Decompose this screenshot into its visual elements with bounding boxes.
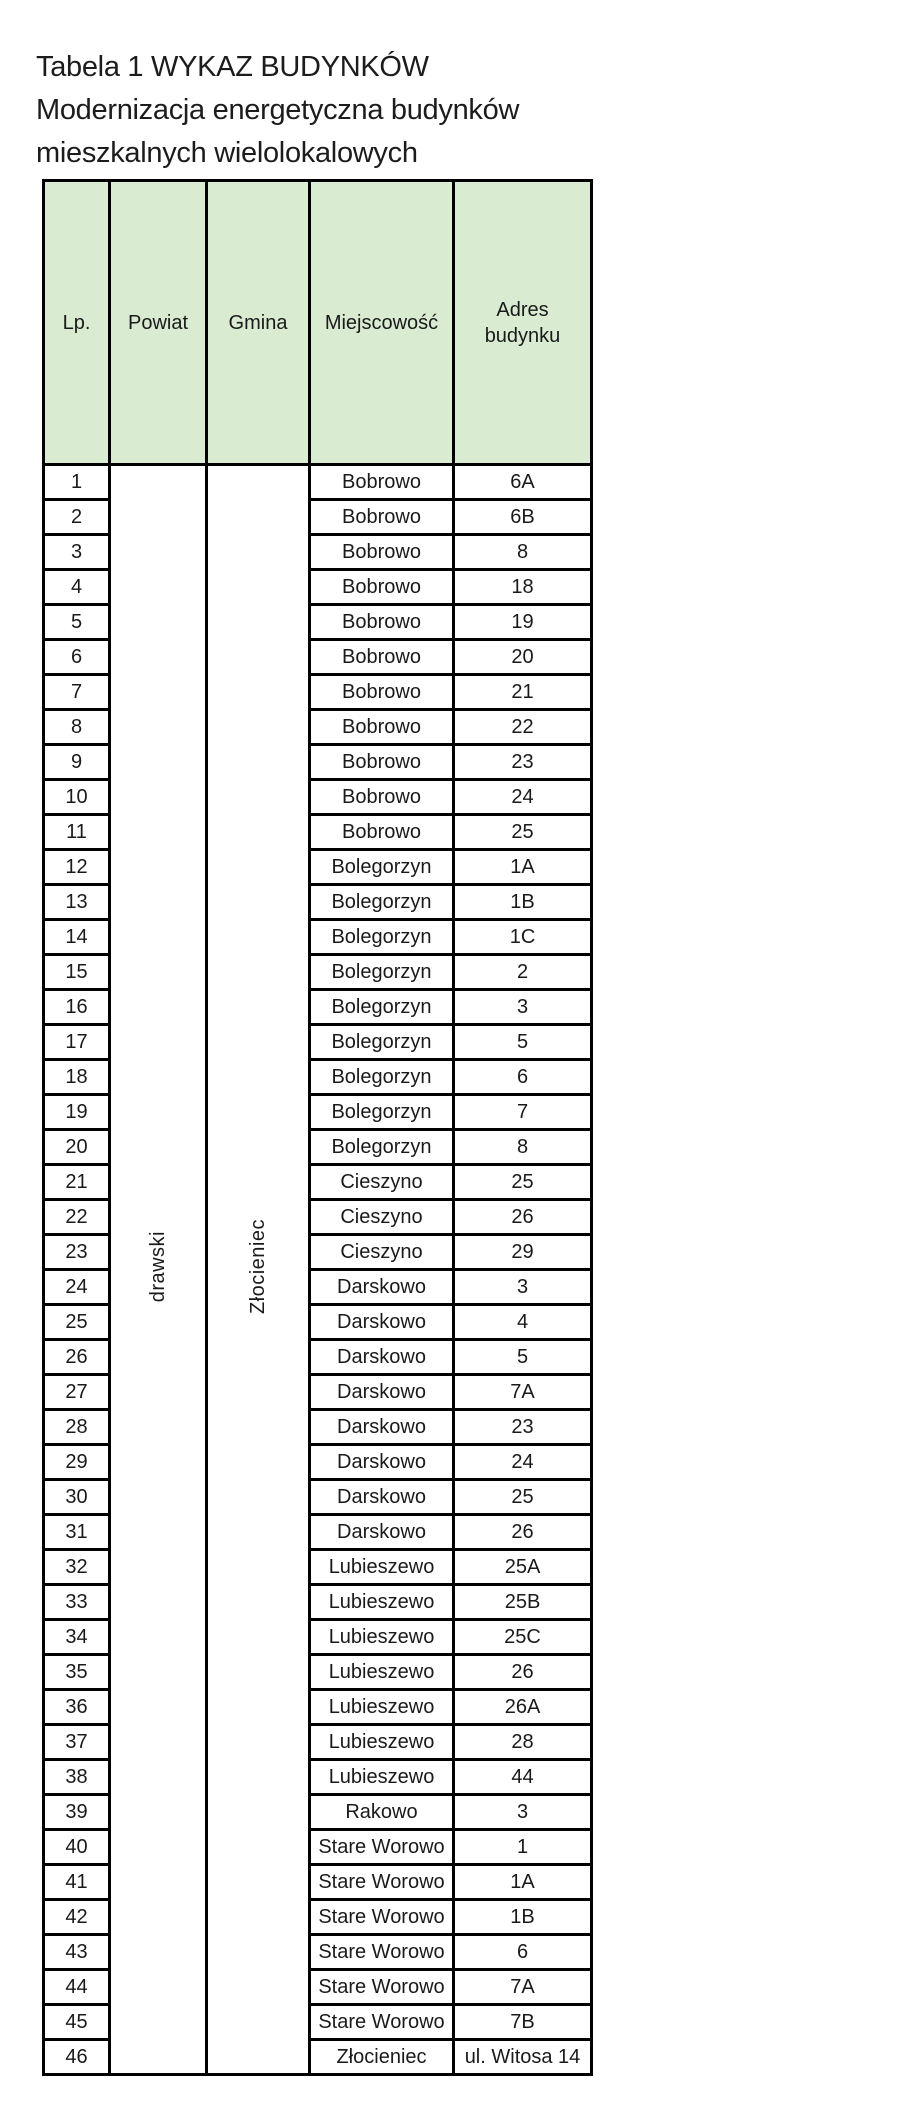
cell-lp: 36 <box>44 1690 110 1725</box>
cell-miejscowosc: Darskowo <box>310 1410 454 1445</box>
cell-miejscowosc: Darskowo <box>310 1515 454 1550</box>
cell-lp: 21 <box>44 1165 110 1200</box>
cell-miejscowosc: Bobrowo <box>310 500 454 535</box>
cell-lp: 8 <box>44 710 110 745</box>
cell-lp: 41 <box>44 1865 110 1900</box>
cell-adres: 25 <box>454 1165 592 1200</box>
cell-lp: 4 <box>44 570 110 605</box>
cell-lp: 16 <box>44 990 110 1025</box>
cell-miejscowosc: Bobrowo <box>310 675 454 710</box>
cell-adres: 1B <box>454 885 592 920</box>
cell-adres: 8 <box>454 535 592 570</box>
table-header-row <box>44 181 592 465</box>
cell-adres: 28 <box>454 1725 592 1760</box>
column-header-adres-budynku <box>454 181 592 465</box>
column-header-label: Adres budynku <box>484 298 561 347</box>
cell-adres: 26 <box>454 1515 592 1550</box>
table-caption-line1: Tabela 1 WYKAZ BUDYNKÓW <box>36 51 429 83</box>
column-header-gmina <box>207 181 310 465</box>
cell-miejscowosc: Darskowo <box>310 1305 454 1340</box>
column-header-label: Miejscowość <box>324 311 439 334</box>
cell-adres: 25B <box>454 1585 592 1620</box>
cell-lp: 34 <box>44 1620 110 1655</box>
cell-miejscowosc: Lubieszewo <box>310 1725 454 1760</box>
cell-lp: 32 <box>44 1550 110 1585</box>
cell-adres: ul. Witosa 14 <box>454 2040 592 2075</box>
cell-miejscowosc: Stare Worowo <box>310 1970 454 2005</box>
cell-adres: 1B <box>454 1900 592 1935</box>
cell-miejscowosc: Złocieniec <box>310 2040 454 2075</box>
cell-miejscowosc: Bobrowo <box>310 535 454 570</box>
cell-lp: 42 <box>44 1900 110 1935</box>
table-caption-line3: mieszkalnych wielolokalowych <box>36 137 418 169</box>
cell-adres: 24 <box>454 1445 592 1480</box>
column-header-lp <box>44 181 110 465</box>
cell-lp: 28 <box>44 1410 110 1445</box>
cell-miejscowosc: Cieszyno <box>310 1165 454 1200</box>
cell-miejscowosc: Bolegorzyn <box>310 1025 454 1060</box>
cell-miejscowosc: Bolegorzyn <box>310 850 454 885</box>
cell-lp: 14 <box>44 920 110 955</box>
cell-miejscowosc: Bobrowo <box>310 710 454 745</box>
cell-lp: 7 <box>44 675 110 710</box>
column-header-label: Powiat <box>127 311 189 334</box>
cell-adres: 18 <box>454 570 592 605</box>
cell-adres: 26A <box>454 1690 592 1725</box>
cell-miejscowosc: Bobrowo <box>310 605 454 640</box>
cell-adres: 22 <box>454 710 592 745</box>
cell-miejscowosc: Lubieszewo <box>310 1550 454 1585</box>
cell-adres: 3 <box>454 1270 592 1305</box>
powiat-rotated-label: drawski <box>146 1230 169 1303</box>
cell-miejscowosc: Stare Worowo <box>310 2005 454 2040</box>
cell-lp: 38 <box>44 1760 110 1795</box>
cell-lp: 39 <box>44 1795 110 1830</box>
cell-adres: 25 <box>454 815 592 850</box>
cell-adres: 3 <box>454 1795 592 1830</box>
gmina-rotated-label: Złocieniec <box>246 1218 269 1315</box>
cell-adres: 25A <box>454 1550 592 1585</box>
cell-adres: 23 <box>454 745 592 780</box>
cell-lp: 45 <box>44 2005 110 2040</box>
cell-lp: 12 <box>44 850 110 885</box>
cell-miejscowosc: Darskowo <box>310 1375 454 1410</box>
cell-lp: 24 <box>44 1270 110 1305</box>
cell-adres: 23 <box>454 1410 592 1445</box>
cell-adres: 4 <box>454 1305 592 1340</box>
cell-miejscowosc: Lubieszewo <box>310 1655 454 1690</box>
cell-miejscowosc: Cieszyno <box>310 1200 454 1235</box>
cell-miejscowosc: Bobrowo <box>310 780 454 815</box>
column-header-miejscowosc <box>310 181 454 465</box>
cell-miejscowosc: Stare Worowo <box>310 1900 454 1935</box>
cell-miejscowosc: Lubieszewo <box>310 1585 454 1620</box>
cell-adres: 26 <box>454 1200 592 1235</box>
cell-lp: 27 <box>44 1375 110 1410</box>
cell-miejscowosc: Darskowo <box>310 1445 454 1480</box>
cell-miejscowosc: Bolegorzyn <box>310 1060 454 1095</box>
cell-lp: 43 <box>44 1935 110 1970</box>
cell-lp: 29 <box>44 1445 110 1480</box>
cell-miejscowosc: Bolegorzyn <box>310 885 454 920</box>
cell-lp: 40 <box>44 1830 110 1865</box>
cell-adres: 1C <box>454 920 592 955</box>
cell-adres: 24 <box>454 780 592 815</box>
cell-adres: 20 <box>454 640 592 675</box>
cell-miejscowosc: Stare Worowo <box>310 1865 454 1900</box>
cell-miejscowosc: Bobrowo <box>310 640 454 675</box>
cell-adres: 6 <box>454 1935 592 1970</box>
cell-adres: 6A <box>454 465 592 500</box>
cell-miejscowosc: Bolegorzyn <box>310 955 454 990</box>
cell-adres: 1A <box>454 1865 592 1900</box>
cell-adres: 1 <box>454 1830 592 1865</box>
cell-lp: 20 <box>44 1130 110 1165</box>
column-header-powiat <box>110 181 207 465</box>
column-header-label: Gmina <box>228 311 288 334</box>
cell-miejscowosc: Stare Worowo <box>310 1830 454 1865</box>
cell-miejscowosc: Bolegorzyn <box>310 1095 454 1130</box>
cell-lp: 11 <box>44 815 110 850</box>
cell-adres: 29 <box>454 1235 592 1270</box>
cell-adres: 1A <box>454 850 592 885</box>
cell-adres: 7A <box>454 1970 592 2005</box>
cell-lp: 6 <box>44 640 110 675</box>
cell-adres: 7B <box>454 2005 592 2040</box>
cell-miejscowosc: Bolegorzyn <box>310 990 454 1025</box>
cell-lp: 5 <box>44 605 110 640</box>
cell-miejscowosc: Bobrowo <box>310 465 454 500</box>
cell-lp: 13 <box>44 885 110 920</box>
cell-miejscowosc: Bobrowo <box>310 745 454 780</box>
cell-miejscowosc: Lubieszewo <box>310 1620 454 1655</box>
cell-adres: 44 <box>454 1760 592 1795</box>
cell-adres: 6 <box>454 1060 592 1095</box>
cell-adres: 26 <box>454 1655 592 1690</box>
cell-adres: 7A <box>454 1375 592 1410</box>
cell-lp: 15 <box>44 955 110 990</box>
cell-lp: 33 <box>44 1585 110 1620</box>
cell-lp: 18 <box>44 1060 110 1095</box>
cell-adres: 21 <box>454 675 592 710</box>
cell-lp: 2 <box>44 500 110 535</box>
cell-miejscowosc: Lubieszewo <box>310 1690 454 1725</box>
cell-adres: 6B <box>454 500 592 535</box>
cell-adres: 19 <box>454 605 592 640</box>
cell-lp: 9 <box>44 745 110 780</box>
cell-gmina-merged <box>207 465 310 2075</box>
cell-adres: 25C <box>454 1620 592 1655</box>
cell-adres: 25 <box>454 1480 592 1515</box>
cell-adres: 5 <box>454 1340 592 1375</box>
cell-miejscowosc: Darskowo <box>310 1340 454 1375</box>
cell-adres: 2 <box>454 955 592 990</box>
cell-powiat-merged <box>110 465 207 2075</box>
cell-lp: 22 <box>44 1200 110 1235</box>
cell-lp: 31 <box>44 1515 110 1550</box>
cell-lp: 25 <box>44 1305 110 1340</box>
cell-miejscowosc: Bobrowo <box>310 815 454 850</box>
cell-lp: 10 <box>44 780 110 815</box>
cell-miejscowosc: Bolegorzyn <box>310 920 454 955</box>
cell-miejscowosc: Darskowo <box>310 1270 454 1305</box>
cell-adres: 8 <box>454 1130 592 1165</box>
cell-lp: 1 <box>44 465 110 500</box>
cell-adres: 5 <box>454 1025 592 1060</box>
cell-adres: 7 <box>454 1095 592 1130</box>
table-caption-line2: Modernizacja energetyczna budynków <box>36 94 520 126</box>
cell-adres: 3 <box>454 990 592 1025</box>
cell-miejscowosc: Bolegorzyn <box>310 1130 454 1165</box>
cell-miejscowosc: Stare Worowo <box>310 1935 454 1970</box>
cell-lp: 44 <box>44 1970 110 2005</box>
cell-miejscowosc: Lubieszewo <box>310 1760 454 1795</box>
cell-lp: 3 <box>44 535 110 570</box>
cell-lp: 35 <box>44 1655 110 1690</box>
cell-lp: 30 <box>44 1480 110 1515</box>
cell-lp: 26 <box>44 1340 110 1375</box>
cell-lp: 37 <box>44 1725 110 1760</box>
table-row <box>44 465 592 500</box>
cell-lp: 19 <box>44 1095 110 1130</box>
cell-lp: 46 <box>44 2040 110 2075</box>
cell-lp: 23 <box>44 1235 110 1270</box>
cell-miejscowosc: Rakowo <box>310 1795 454 1830</box>
cell-miejscowosc: Bobrowo <box>310 570 454 605</box>
cell-lp: 17 <box>44 1025 110 1060</box>
column-header-label: Lp. <box>62 311 91 334</box>
cell-miejscowosc: Darskowo <box>310 1480 454 1515</box>
buildings-table <box>42 179 593 2076</box>
cell-miejscowosc: Cieszyno <box>310 1235 454 1270</box>
table-caption <box>36 46 519 175</box>
